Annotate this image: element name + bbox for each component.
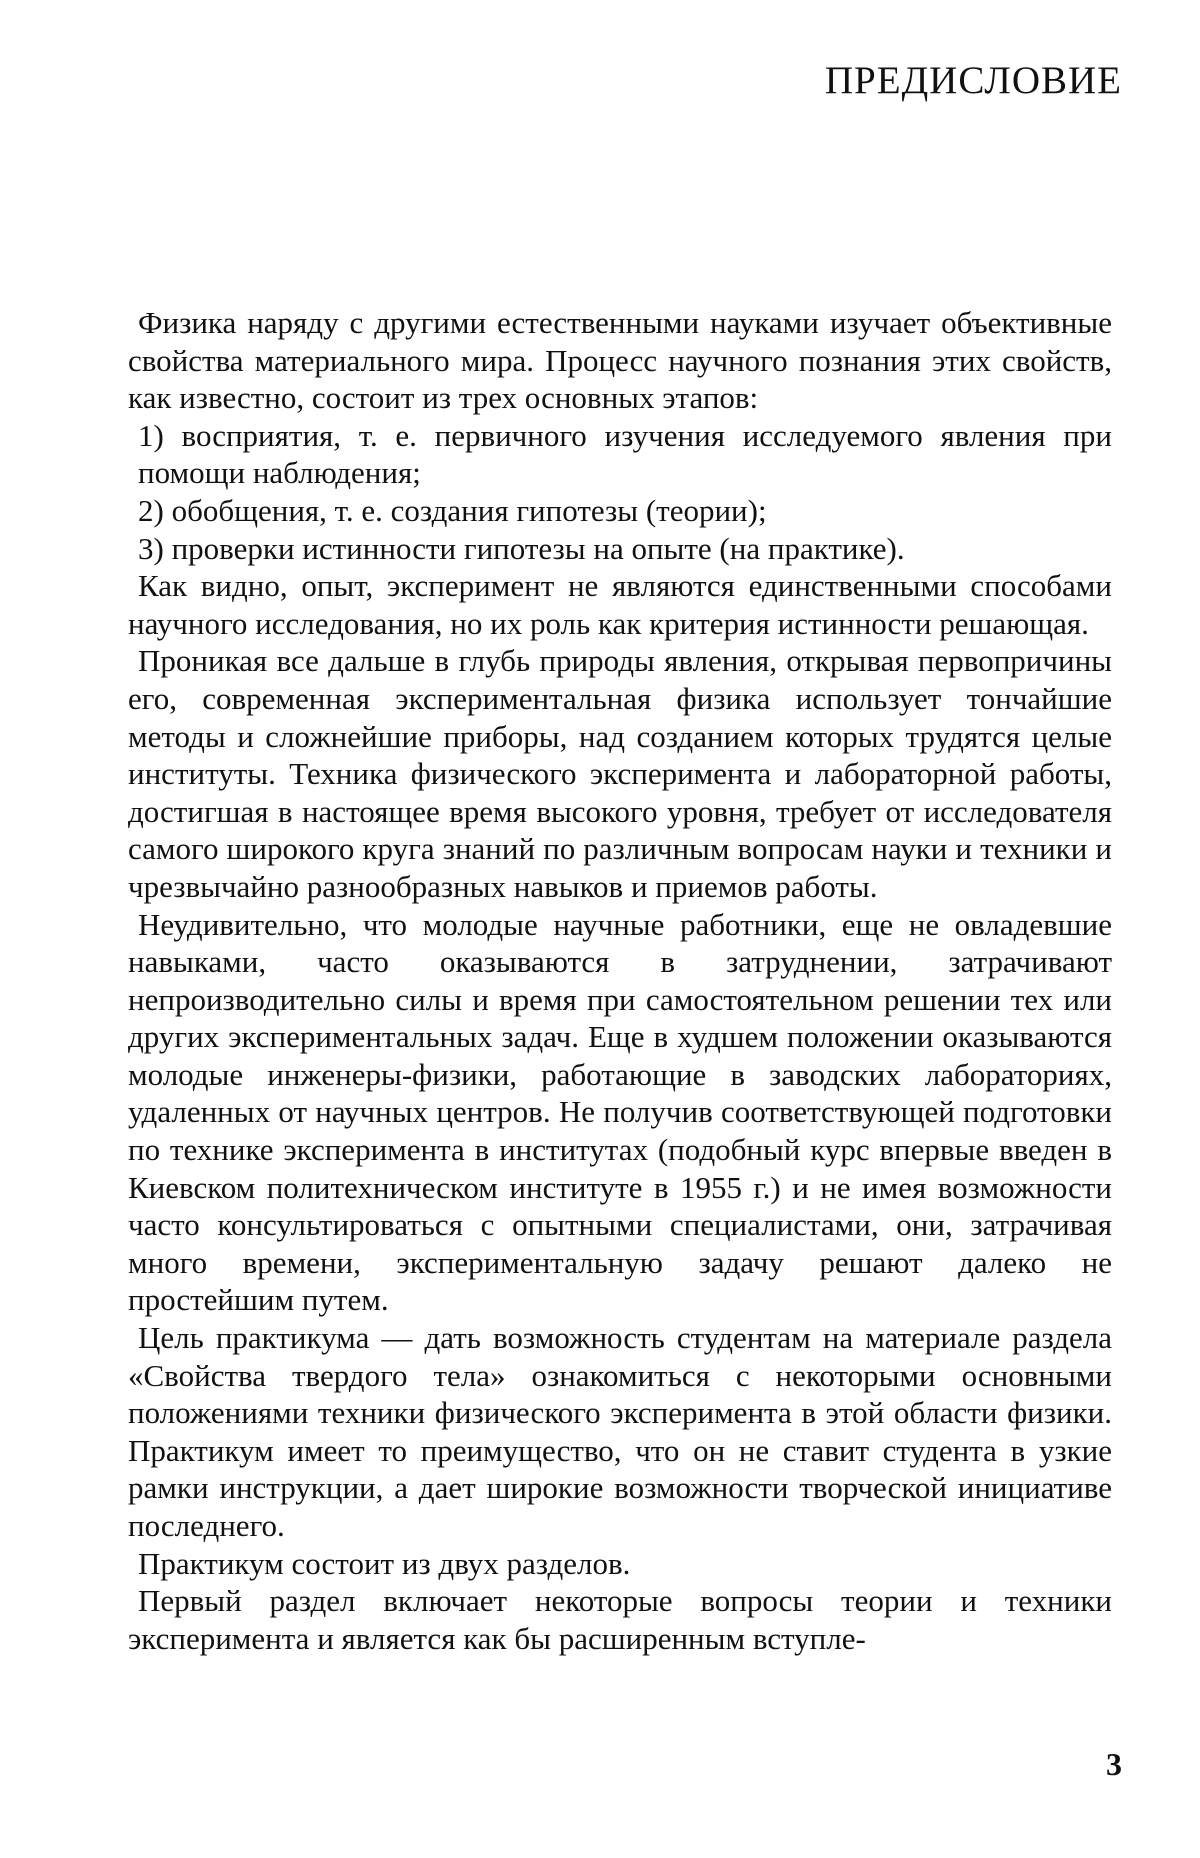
paragraph-practicum-goal: Цель практикума — дать возможность студентам на материале раздела «Свойства твердого тела» ознакомиться с некоторыми основными положениями техники физического эксперимента в этой области физики. Практикум имеет то преимущество, что он не ставит студента в узкие рамки инструкции, а дает широкие возможности творческой инициативе последнего. — [128, 1320, 1112, 1543]
paragraph-practicum-sections: Практикум состоит из двух разделов. — [138, 1545, 631, 1581]
body-text — [128, 304, 1112, 1657]
list-item-perception: 1) восприятия, т. е. первичного изучения исследуемого явления при помощи наблюдения; — [138, 417, 1112, 491]
paragraph-young-researchers: Неудивительно, что молодые научные работники, еще не овладевшие навыками, часто оказываются в затруднении, затрачивают непроизводительно силы и время при самостоятельном решении тех или других экспериментальных задач. Еще в худшем положении оказываются молодые инженеры-физики, работающие в заводских лабораториях, удаленных от научных центров. Не получив соответствующей подготовки по технике эксперимента в институтах (подобный курс впервые введен в Киевском политехническом институте в 1955 г.) и не имея возможности часто консультироваться с опытными специалистами, они, затрачивая много времени, экспериментальную задачу решают далеко не простейшим путем. — [128, 906, 1112, 1318]
paragraph-modern-physics: Проникая все дальше в глубь природы явления, открывая первопричины его, современная экспериментальная физика использует тончайшие методы и сложнейшие приборы, над созданием которых трудятся целые институты. Техника физического эксперимента и лабораторной работы, достигшая в настоящее время высокого уровня, требует от исследователя самого широкого круга знаний по различным вопросам науки и техники и чрезвычайно разнообразных навыков и приемов работы. — [128, 643, 1112, 904]
page-number: 3 — [1106, 1746, 1122, 1782]
paragraph-experiment-role: Как видно, опыт, эксперимент не являются единственными способами научного исследования, но их роль как критерия истинности решающая. — [128, 568, 1112, 641]
paragraph-intro: Физика наряду с другими естественными науками изучает объективные свойства материального мира. Процесс научного познания этих свойств, как известно, состоит из трех основных этапов: — [128, 305, 1112, 416]
list-item-verification: 3) проверки истинности гипотезы на опыте (на практике). — [138, 530, 905, 566]
page-title: ПРЕДИСЛОВИЕ — [824, 59, 1122, 102]
list-item-generalization: 2) обобщения, т. е. создания гипотезы (теории); — [138, 492, 767, 528]
paragraph-first-section: Первый раздел включает некоторые вопросы теории и техники эксперимента и является как бы расширенным вступле- — [128, 1583, 1112, 1656]
